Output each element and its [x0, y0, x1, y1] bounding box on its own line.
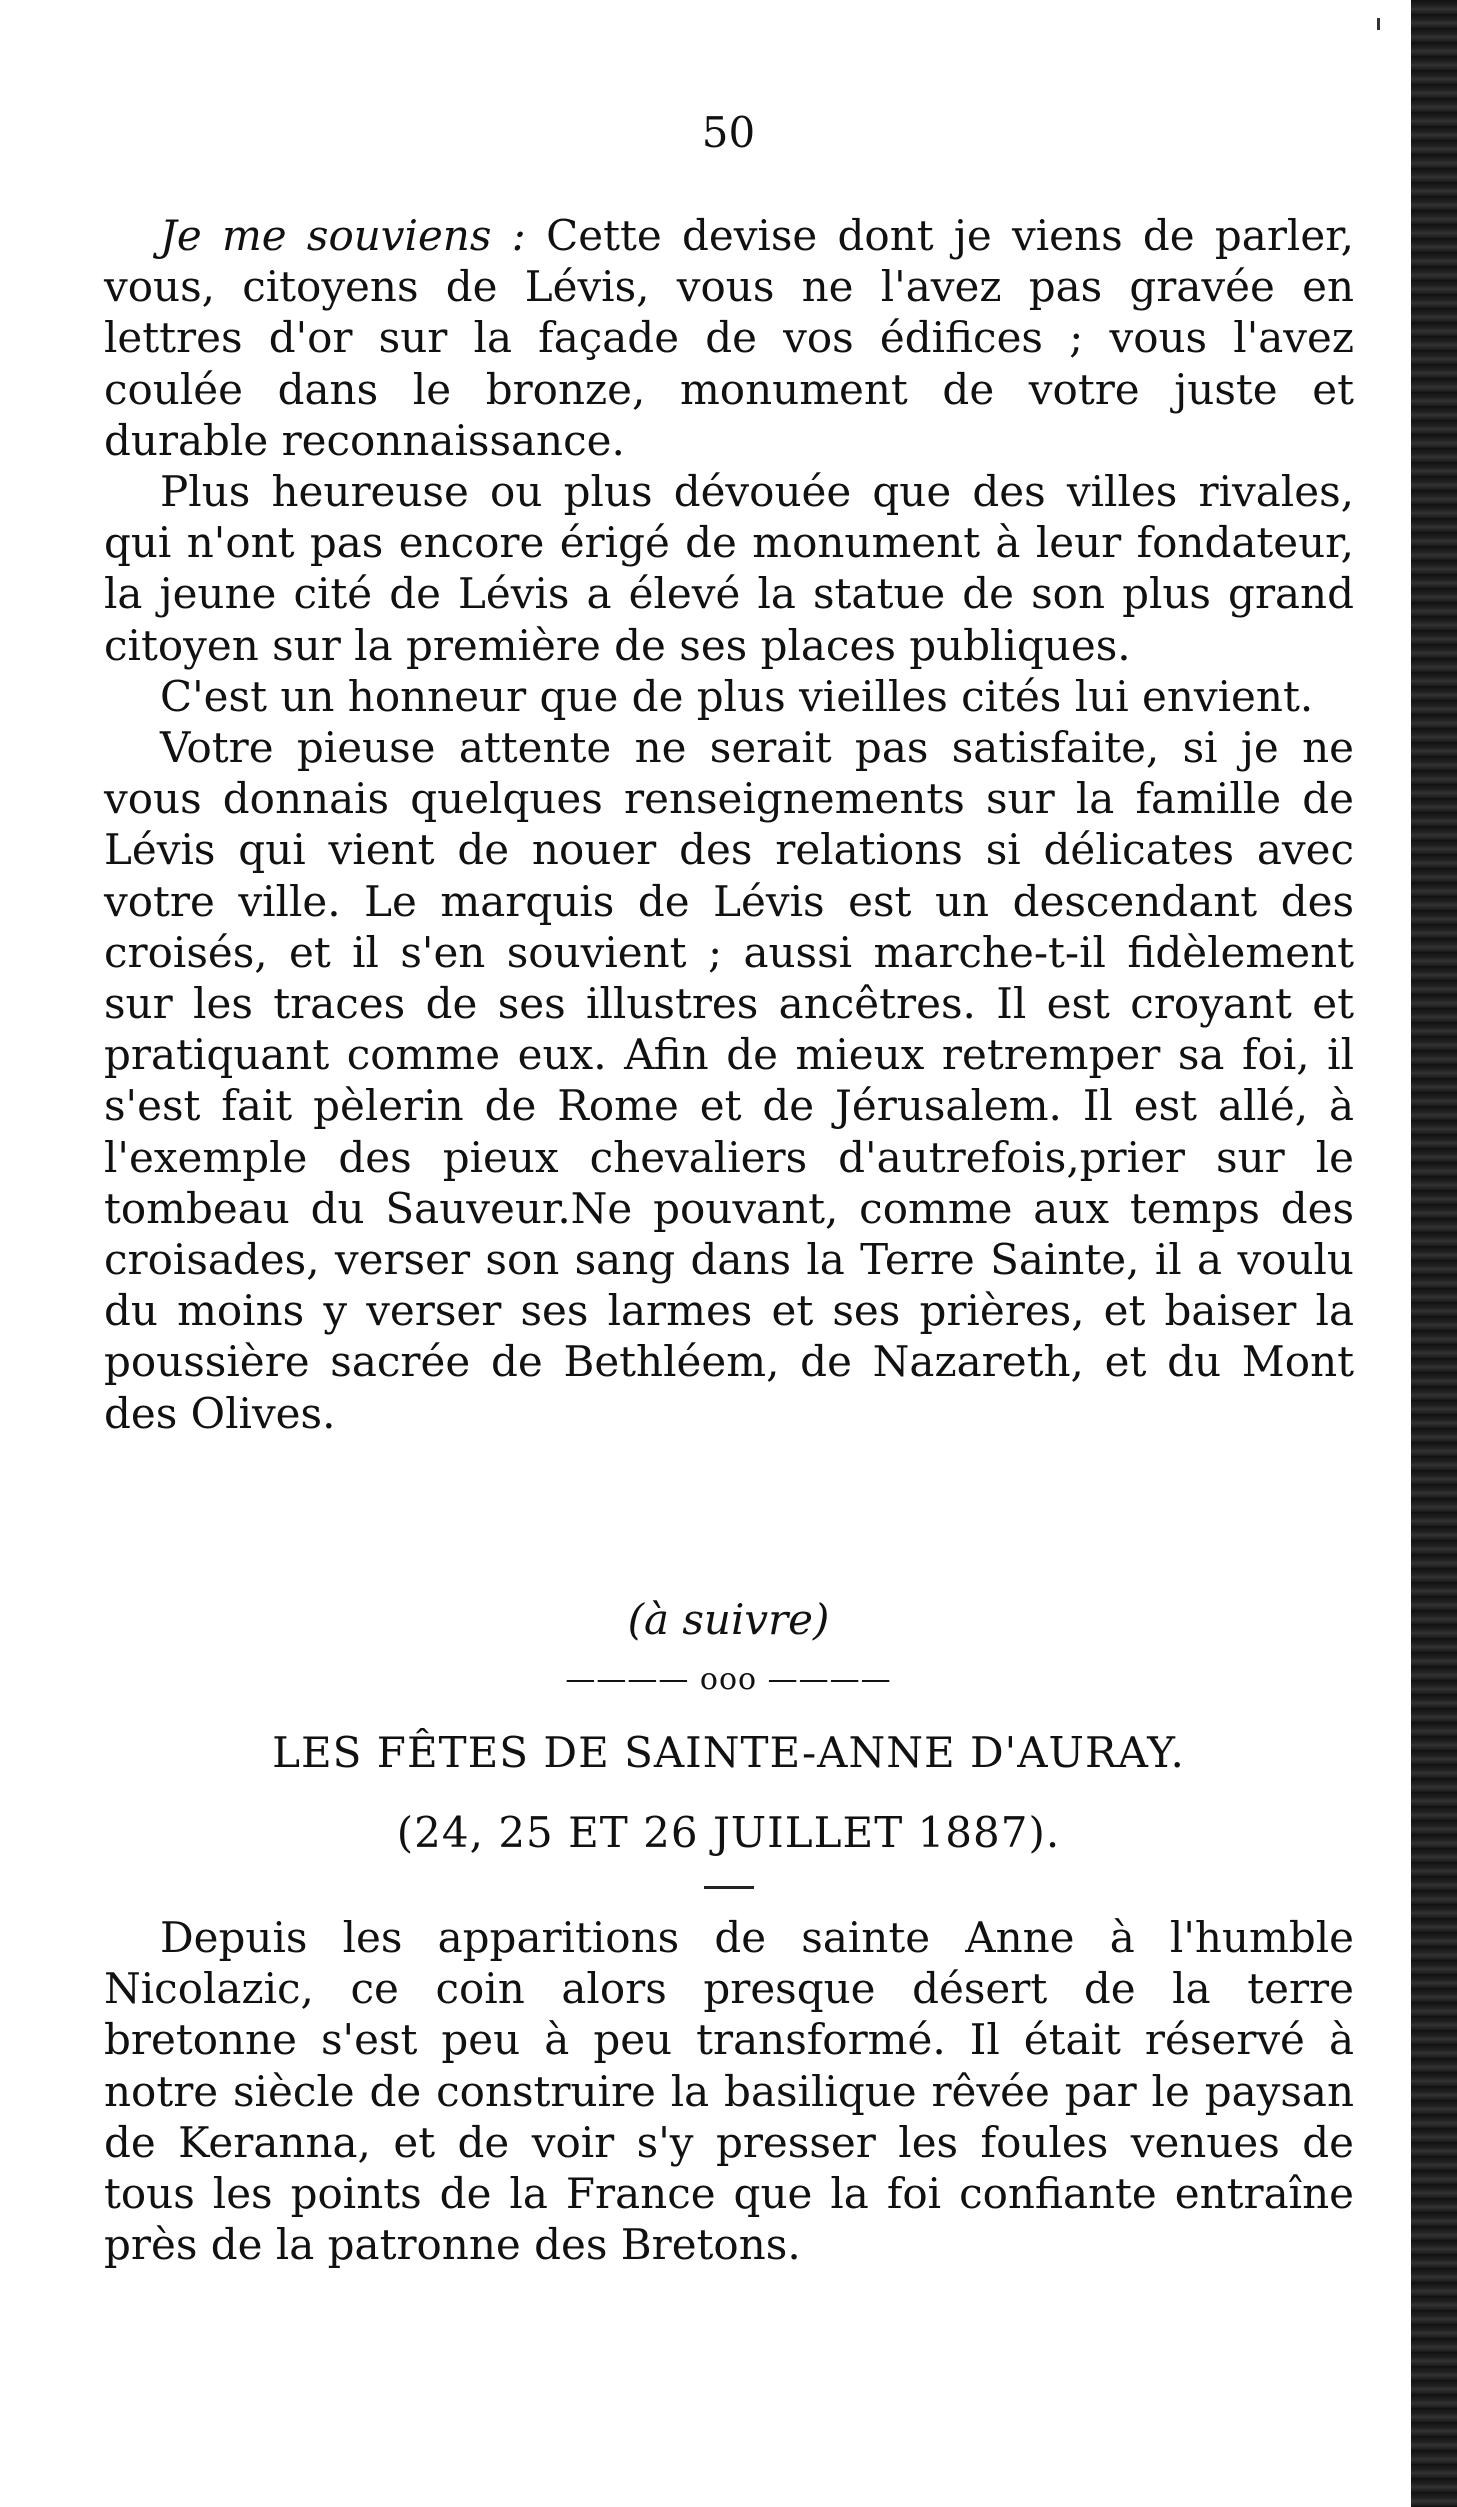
section-subtitle: (24, 25 ET 26 JUILLET 1887). — [396, 1808, 1061, 1857]
scan-edge-strip — [1411, 0, 1457, 2507]
paragraph: Votre pieuse attente ne serait pas satisfaite, si je ne vous donnais quelques renseignements sur la famille de Lévis qui vient de nouer des relations si délicates avec votre ville. Le marquis de Lévis est un descendant des croisés, et il s'en souvient ; aussi marche-t-il fidèlement sur les traces de ses illustres ancêtres. Il est croyant et pratiquant comme eux. Afin de mieux retremper sa foi, il s'est fait pèlerin de Rome et de Jérusalem. Il est allé, à l'exemple des pieux chevaliers d'autrefois,prier sur le tombeau du Sauveur.Ne pouvant, comme aux temps des croisades, verser son sang dans la Terre Sainte, il a voulu du moins y verser ses larmes et ses prières, et baiser la poussière sacrée de Bethléem, de Nazareth, et du Mont des Olives. — [104, 723, 1354, 1438]
scan-mark — [1377, 18, 1380, 30]
short-rule-divider — [704, 1886, 754, 1889]
body-text-bottom — [104, 1912, 1354, 2270]
paragraph — [104, 210, 1354, 466]
ornament-separator: ———— ooo ———— — [565, 1662, 892, 1697]
paragraph: Depuis les apparitions de sainte Anne à l'humble Nicolazic, ce coin alors presque désert de la terre bretonne s'est peu à peu transformé. Il était réservé à notre siècle de construire la basilique rêvée par le paysan de Keranna, et de voir s'y presser les foules venues de tous les points de la France que la foi confiante entraîne près de la patronne des Bretons. — [104, 1913, 1354, 2270]
paragraph-text: Cette devise dont je viens de parler, vous, citoyens de Lévis, vous ne l'avez pas gravée en lettres d'or sur la façade de vos édifices ; vous l'avez coulée dans le bronze, monument de votre juste et durable reconnaissance. — [104, 211, 1355, 465]
section-title: LES FÊTES DE SAINTE-ANNE D'AURAY. — [272, 1728, 1185, 1777]
italic-lead: Je me souviens : — [160, 211, 526, 260]
body-text-top — [104, 210, 1354, 1439]
paragraph: C'est un honneur que de plus vieilles cités lui envient. — [160, 671, 1314, 721]
paragraph: Plus heureuse ou plus dévouée que des villes rivales, qui n'ont pas encore érigé de monument à leur fondateur, la jeune cité de Lévis a élevé la statue de son plus grand citoyen sur la première de ses places publiques. — [104, 467, 1354, 670]
page-number: 50 — [701, 108, 756, 157]
to-be-continued: (à suivre) — [627, 1595, 830, 1644]
